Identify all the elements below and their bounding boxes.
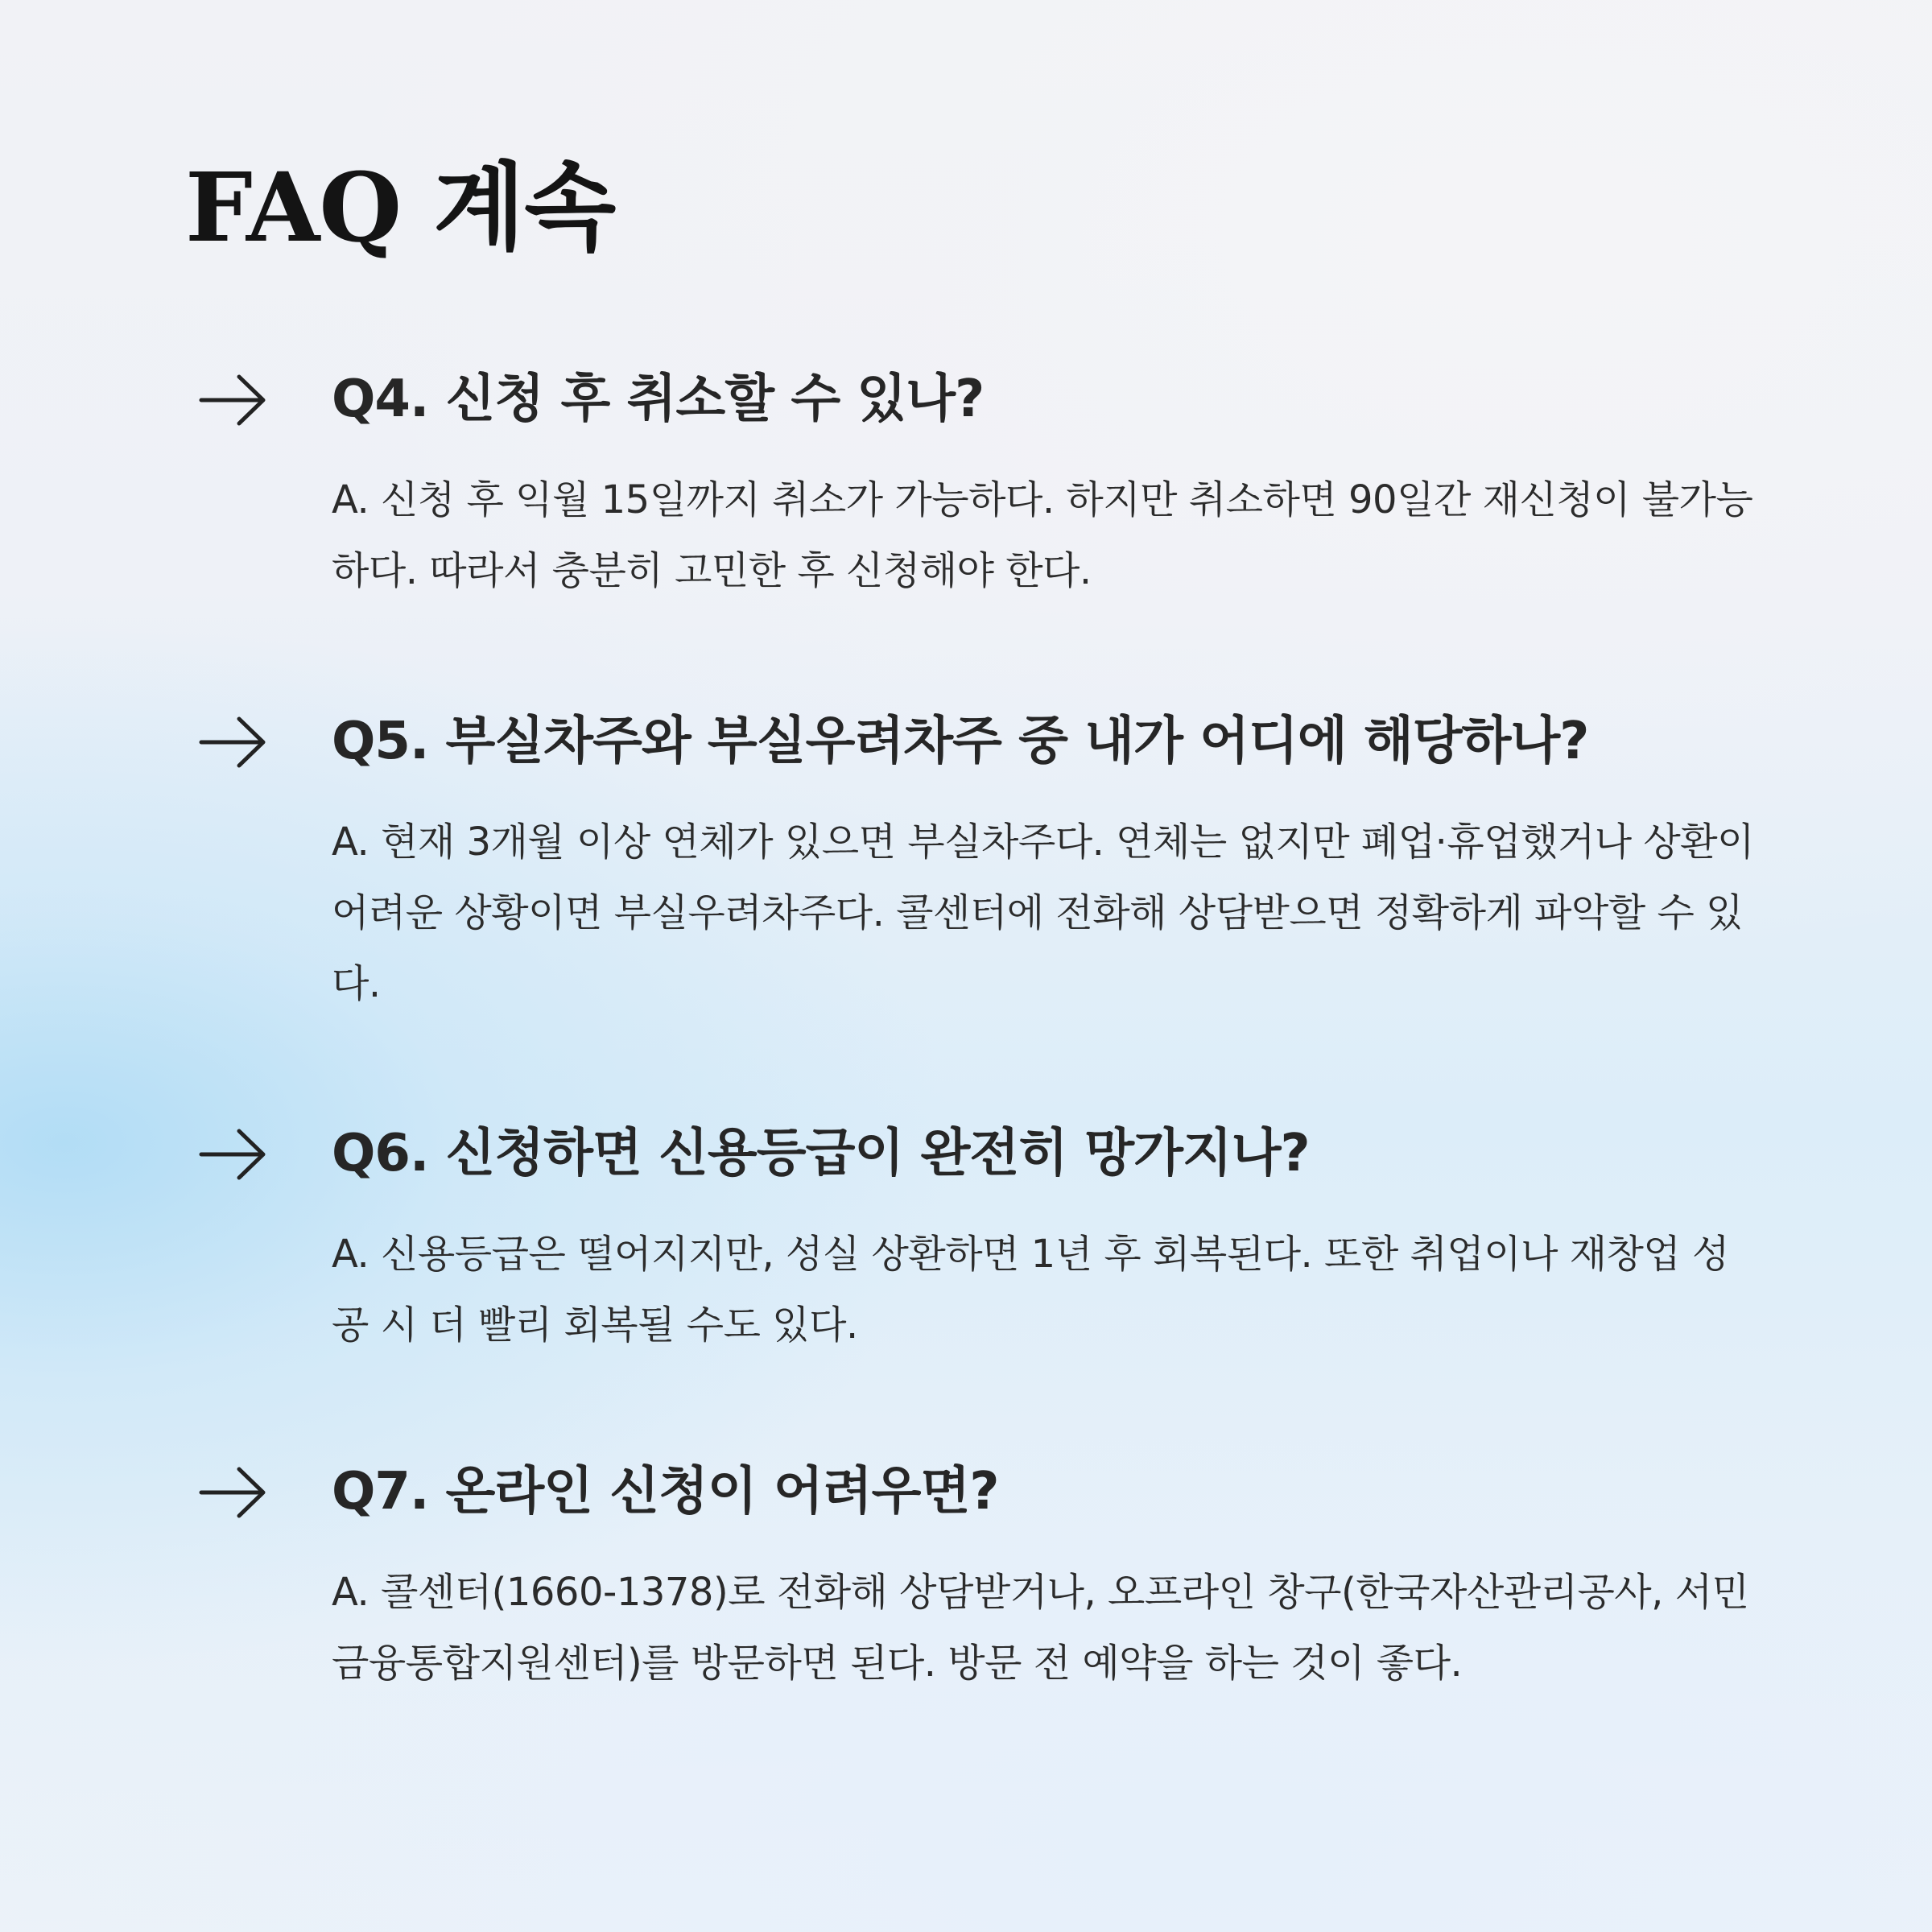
faq-question: Q7. 온라인 신청이 어려우면? bbox=[332, 1462, 999, 1521]
page-title: FAQ 계속 bbox=[185, 151, 616, 263]
faq-answer: A. 신청 후 익월 15일까지 취소가 가능하다. 하지만 취소하면 90일간 재신청이 불가능하다. 따라서 충분히 고민한 후 신청해야 한다. bbox=[332, 477, 1753, 593]
faq-question: Q6. 신청하면 신용등급이 완전히 망가지나? bbox=[332, 1124, 1310, 1183]
faq-answer: A. 콜센터(1660-1378)로 전화해 상담받거나, 오프라인 창구(한국자산관리공사, 서민금융통합지원센터)를 방문하면 된다. 방문 전 예약을 하는 것이 좋다. bbox=[332, 1570, 1749, 1686]
faq-question: Q5. 부실차주와 부실우려차주 중 내가 어디에 해당하나? bbox=[332, 712, 1589, 771]
faq-question: Q4. 신청 후 취소할 수 있나? bbox=[332, 369, 985, 429]
faq-answer: A. 현재 3개월 이상 연체가 있으면 부실차주다. 연체는 없지만 폐업·휴업했거나 상환이 어려운 상황이면 부실우려차주다. 콜센터에 전화해 상담받으면 정확하게 파악할 수 있다. bbox=[332, 819, 1755, 1006]
right-arrow-icon bbox=[197, 714, 270, 770]
right-arrow-icon bbox=[197, 372, 270, 428]
faq-answer: A. 신용등급은 떨어지지만, 성실 상환하면 1년 후 회복된다. 또한 취업이나 재창업 성공 시 더 빨리 회복될 수도 있다. bbox=[332, 1232, 1729, 1348]
right-arrow-icon bbox=[197, 1126, 270, 1183]
right-arrow-icon bbox=[197, 1464, 270, 1521]
